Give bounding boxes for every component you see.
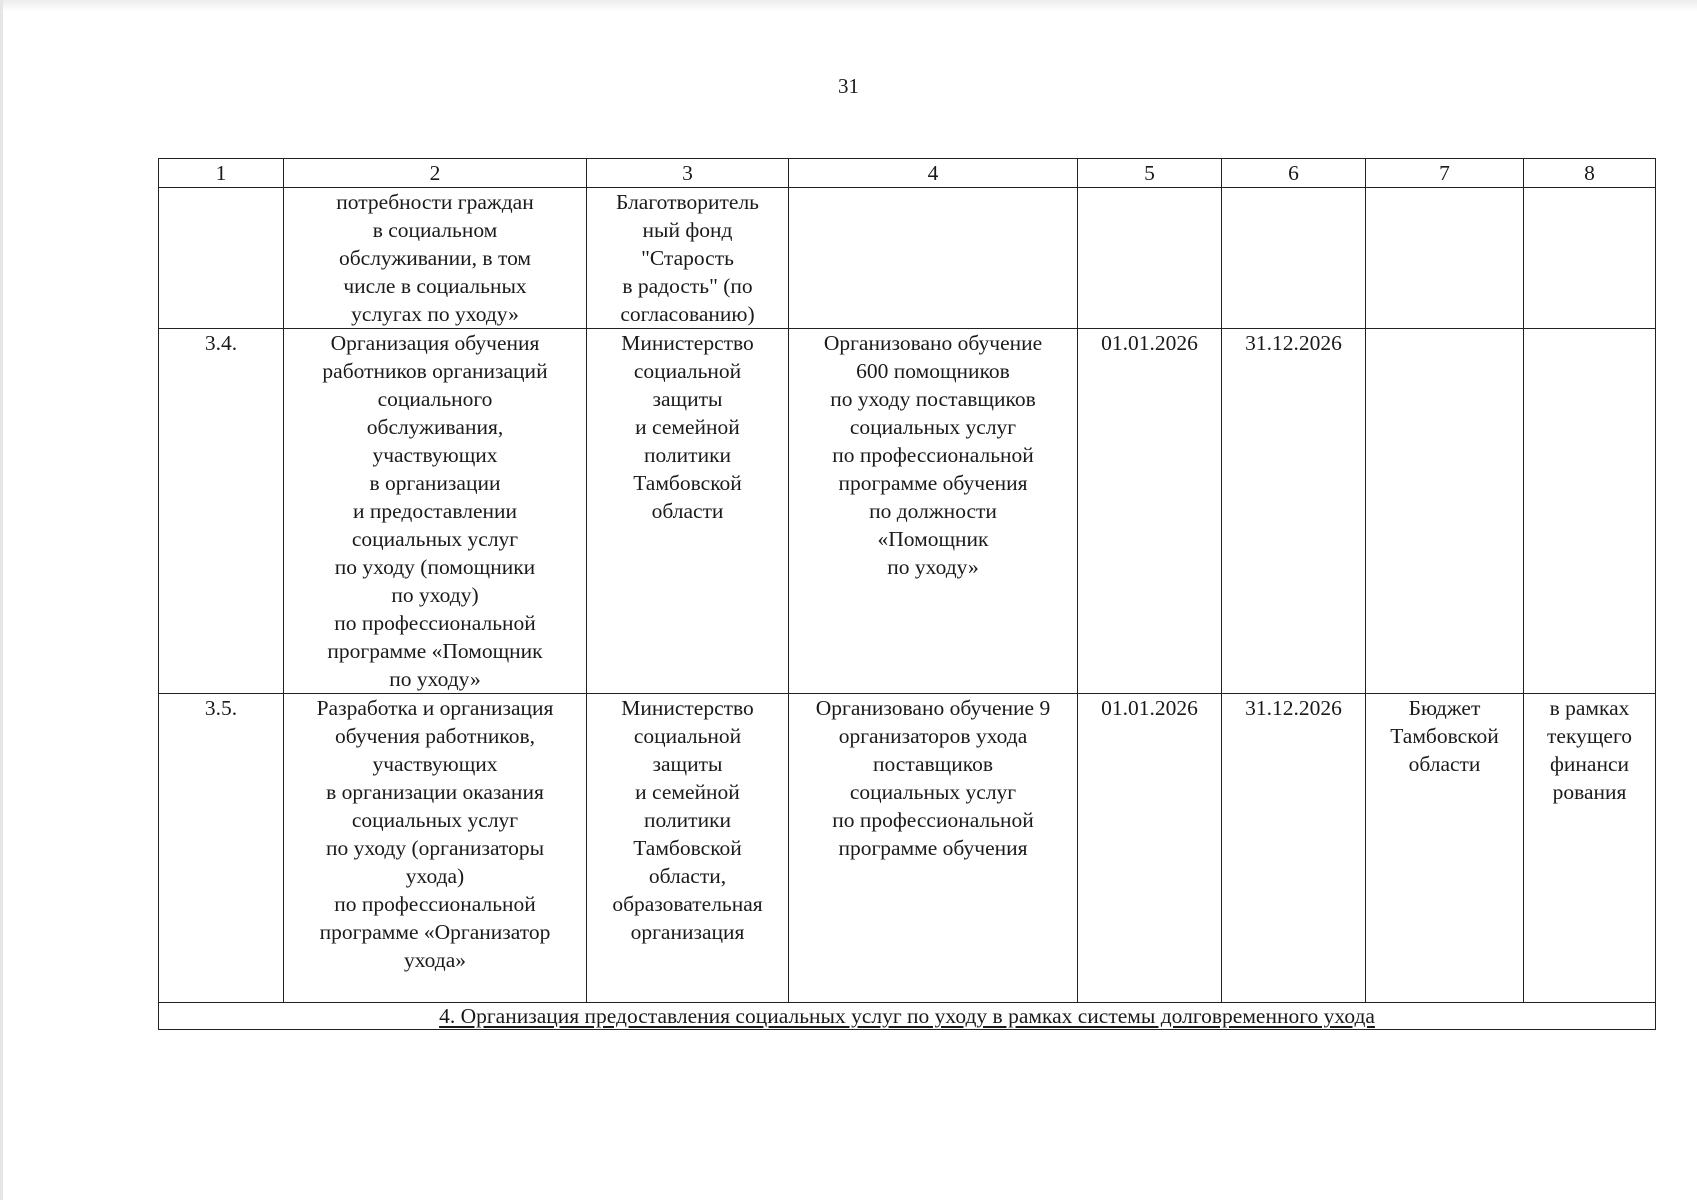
result-cell: Организовано обучение 600 помощников по уходу поставщиков социальных услуг по профессиональной программе обучения по должности «Помощник по уходу»	[789, 329, 1078, 694]
start-date-cell: 01.01.2026	[1078, 329, 1222, 694]
table-row-3-4	[159, 329, 1656, 694]
header-cell-8: 8	[1524, 159, 1656, 188]
scan-edge-top	[0, 0, 1697, 12]
start-date-cell	[1078, 188, 1222, 329]
header-cell-5: 5	[1078, 159, 1222, 188]
section-title: 4. Организация предоставления социальных услуг по уходу в рамках системы долговременного ухода	[159, 1003, 1656, 1030]
activity-name-cell: Разработка и организация обучения работников, участвующих в организации оказания социальных услуг по уходу (организаторы ухода) по профессиональной программе «Организатор ухода»	[284, 694, 587, 1003]
executor-cell: Министерство социальной защиты и семейной политики Тамбовской области, образовательная организация	[587, 694, 789, 1003]
activity-name-cell: Организация обучения работников организаций социального обслуживания, участвующих в организации и предоставлении социальных услуг по уходу (помощники по уходу) по профессиональной программе «Помощник по уходу»	[284, 329, 587, 694]
executor-cell: Министерство социальной защиты и семейной политики Тамбовской области	[587, 329, 789, 694]
activity-name-cell: потребности граждан в социальном обслуживании, в том числе в социальных услугах по уходу»	[284, 188, 587, 329]
row-number-cell	[159, 188, 284, 329]
table-row-continuation	[159, 188, 1656, 329]
header-cell-6: 6	[1222, 159, 1366, 188]
row-number-cell: 3.4.	[159, 329, 284, 694]
executor-cell: Благотворитель ный фонд "Старость в радость" (по согласованию)	[587, 188, 789, 329]
funding-source-cell	[1366, 329, 1524, 694]
start-date-cell: 01.01.2026	[1078, 694, 1222, 1003]
page-number: 31	[838, 74, 859, 98]
result-cell: Организовано обучение 9 организаторов ухода поставщиков социальных услуг по профессиональной программе обучения	[789, 694, 1078, 1003]
activities-table	[158, 158, 1656, 1030]
end-date-cell: 31.12.2026	[1222, 694, 1366, 1003]
funding-volume-cell	[1524, 329, 1656, 694]
funding-source-cell: Бюджет Тамбовской области	[1366, 694, 1524, 1003]
scan-edge-left	[0, 0, 3, 1200]
row-number-cell: 3.5.	[159, 694, 284, 1003]
section-heading-row	[159, 1003, 1656, 1030]
table-row-3-5	[159, 694, 1656, 1003]
header-cell-7: 7	[1366, 159, 1524, 188]
result-cell	[789, 188, 1078, 329]
table-header-row	[159, 159, 1656, 188]
header-cell-1: 1	[159, 159, 284, 188]
end-date-cell	[1222, 188, 1366, 329]
header-cell-2: 2	[284, 159, 587, 188]
funding-volume-cell	[1524, 188, 1656, 329]
end-date-cell: 31.12.2026	[1222, 329, 1366, 694]
header-cell-3: 3	[587, 159, 789, 188]
header-cell-4: 4	[789, 159, 1078, 188]
funding-source-cell	[1366, 188, 1524, 329]
funding-volume-cell: в рамках текущего финанси рования	[1524, 694, 1656, 1003]
